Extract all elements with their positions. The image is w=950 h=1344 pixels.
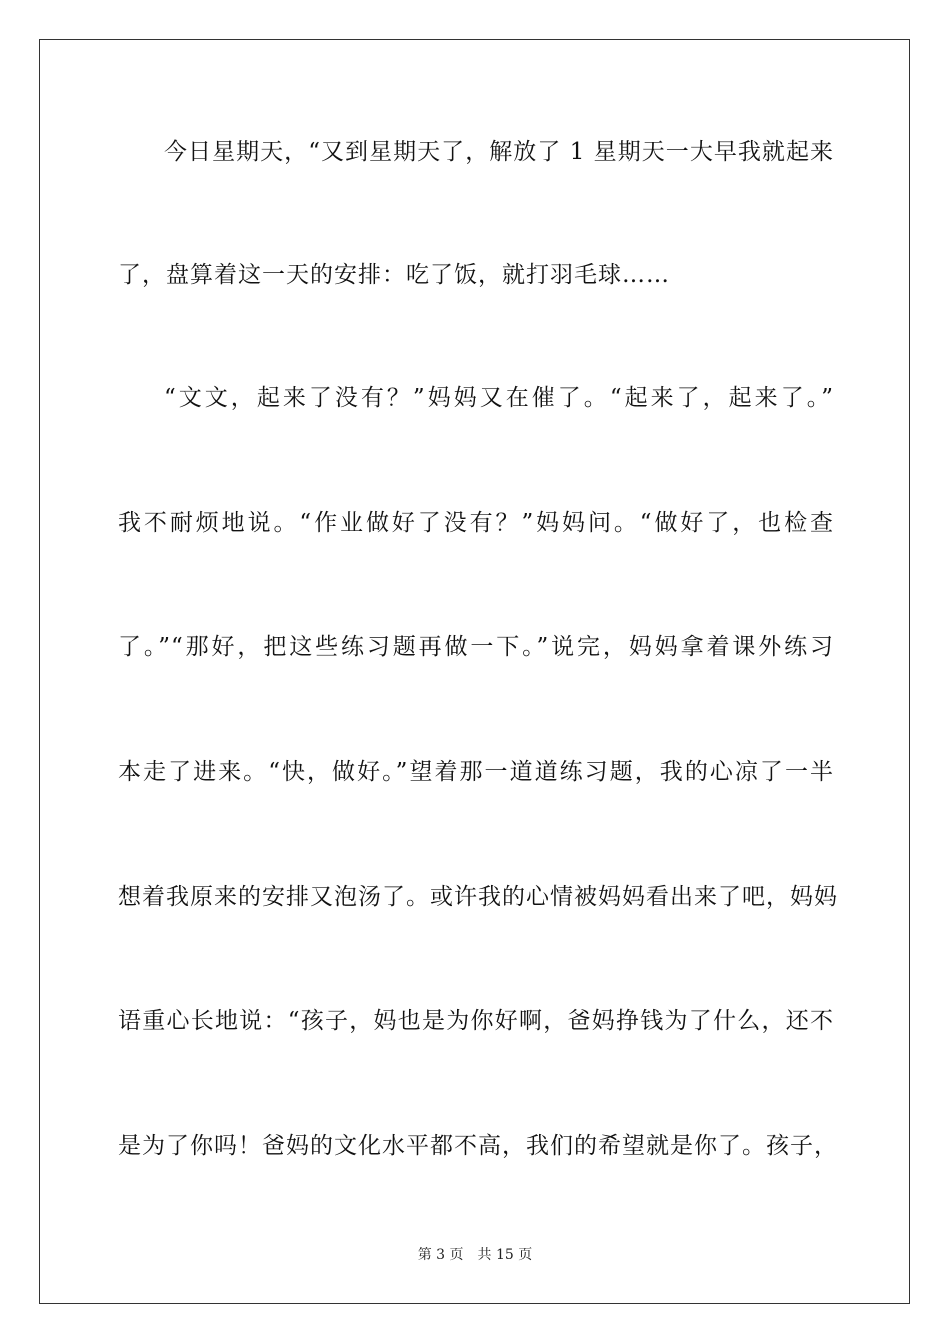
paragraph-2-line-3: 了。”“那好，把这些练习题再做一下。”说完，妈妈拿着课外练习 <box>118 634 834 660</box>
page-border <box>39 39 910 1304</box>
paragraph-1-line-1: 今日星期天，“又到星期天了，解放了 1 星期天一大早我就起来 <box>164 139 834 165</box>
paragraph-2-line-6: 语重心长地说：“孩子，妈也是为你好啊，爸妈挣钱为了什么，还不 <box>118 1008 834 1034</box>
paragraph-2-line-7: 是为了你吗！爸妈的文化水平都不高，我们的希望就是你了。孩子， <box>118 1133 838 1159</box>
page-number: 第 3 页 共 15 页 <box>417 1247 533 1263</box>
paragraph-2-line-1: “文文，起来了没有？”妈妈又在催了。“起来了，起来了。” <box>164 385 834 411</box>
paragraph-2-line-2: 我不耐烦地说。“作业做好了没有？”妈妈问。“做好了，也检查 <box>118 510 834 536</box>
paragraph-2-line-5: 想着我原来的安排又泡汤了。或许我的心情被妈妈看出来了吧，妈妈 <box>118 884 838 910</box>
paragraph-2-line-4: 本走了进来。“快，做好。”望着那一道道练习题，我的心凉了一半 <box>118 759 834 785</box>
paragraph-1-line-2: 了，盘算着这一天的安排：吃了饭，就打羽毛球…… <box>118 262 670 288</box>
